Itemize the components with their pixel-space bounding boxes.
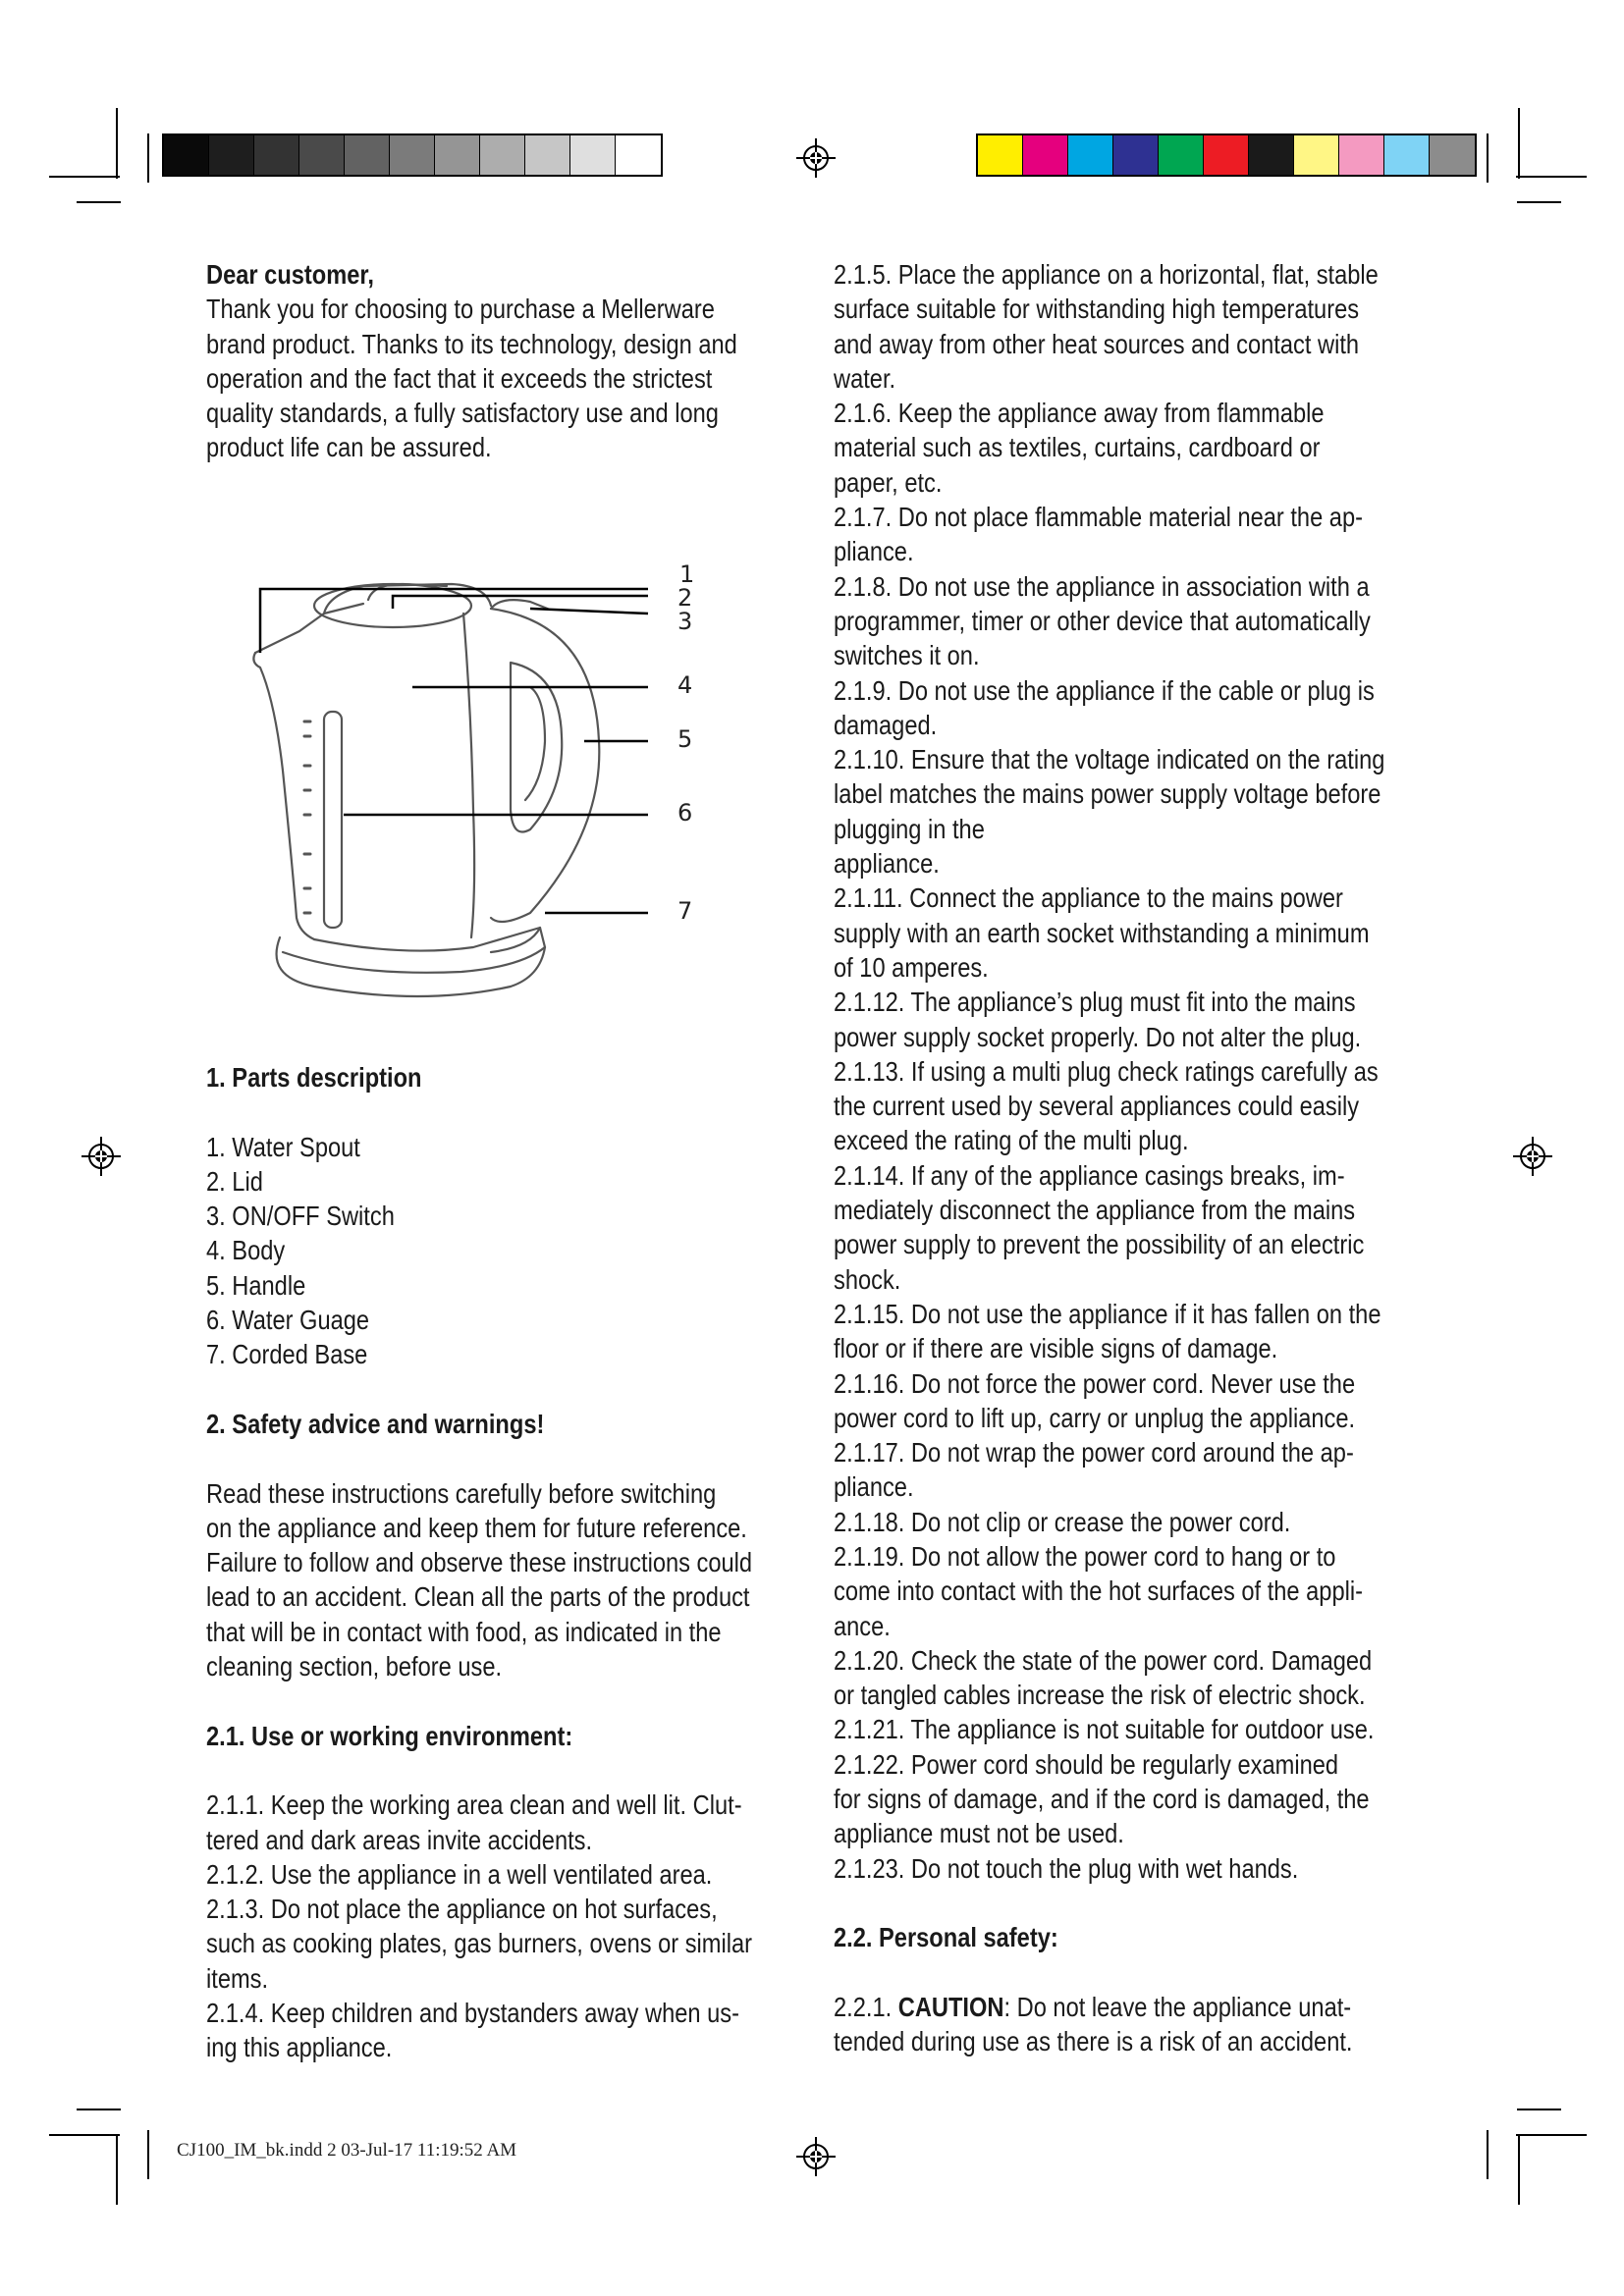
environment-heading: 2.1. Use or working environment:: [206, 1720, 573, 1751]
text-line: surface suitable for withstanding high temperatures: [834, 294, 1360, 325]
color-swatch: [570, 135, 616, 175]
text-line: tered and dark areas invite accidents.: [206, 1824, 593, 1855]
registration-mark-icon: [1513, 1137, 1552, 1176]
text-line: on the appliance and keep them for future reference.: [206, 1512, 747, 1543]
crop-mark-icon: [1516, 176, 1587, 178]
text-line: water.: [834, 362, 896, 394]
caution-line: [834, 1990, 1450, 2024]
text-line: 2.1.10. Ensure that the voltage indicated on the rating: [834, 744, 1385, 775]
text-line: of 10 amperes.: [834, 951, 989, 983]
text-line: 2.1.2. Use the appliance in a well ventilated area.: [206, 1858, 713, 1890]
text-line: appliance.: [834, 848, 940, 880]
text-line: Read these instructions carefully before switching: [206, 1477, 717, 1509]
text-line: plugging in the: [834, 813, 985, 844]
text-line: 2.1.19. Do not allow the power cord to hang or to: [834, 1540, 1336, 1572]
text-line: 2.1.18. Do not clip or crease the power cord.: [834, 1506, 1291, 1537]
color-swatch: [978, 135, 1023, 175]
crop-mark-icon: [49, 2134, 120, 2136]
callout-number: 5: [677, 725, 693, 753]
text-line: ing this appliance.: [206, 2032, 393, 2063]
text-line: Failure to follow and observe these instructions could: [206, 1547, 753, 1578]
text-line: 2.1.7. Do not place flammable material near the ap-: [834, 502, 1363, 533]
text-line: cleaning section, before use.: [206, 1651, 503, 1682]
text-line: 2.1.11. Connect the appliance to the mains power: [834, 882, 1343, 914]
text-line: programmer, timer or other device that automatically: [834, 605, 1371, 636]
text-line: that will be in contact with food, as indicated in the: [206, 1616, 722, 1647]
color-swatch: [390, 135, 435, 175]
callout-number: 4: [677, 671, 693, 699]
text-line: ance.: [834, 1610, 891, 1641]
crop-mark-icon: [77, 201, 121, 203]
callout-number: 2: [677, 584, 693, 612]
color-swatch: [1023, 135, 1068, 175]
text-line: or tangled cables increase the risk of electric shock.: [834, 1680, 1366, 1711]
personal-safety-heading: 2.2. Personal safety:: [834, 1922, 1058, 1953]
safety-paragraph: [206, 1476, 793, 1684]
text-line: 2.1.20. Check the state of the power cord. Damaged: [834, 1644, 1373, 1676]
color-swatch: [1294, 135, 1339, 175]
intro-paragraph: [206, 292, 793, 464]
text-line: operation and the fact that it exceeds the strictest: [206, 362, 713, 394]
left-column-lower: [206, 1060, 793, 2065]
text-line: 2.1.17. Do not wrap the power cord around the ap-: [834, 1437, 1354, 1468]
text-line: 2.1.12. The appliance’s plug must fit into the mains: [834, 987, 1356, 1018]
list-item: 1. Water Spout: [206, 1131, 360, 1162]
color-swatch: [209, 135, 254, 175]
text-line: 2.1.23. Do not touch the plug with wet hands.: [834, 1852, 1299, 1884]
text-line: paper, etc.: [834, 466, 943, 498]
crop-mark-icon: [1487, 2130, 1489, 2179]
print-slug: [177, 2140, 516, 2162]
color-swatch: [525, 135, 570, 175]
text-line: Thank you for choosing to purchase a Mellerware: [206, 294, 715, 325]
text-line: 2.1.9. Do not use the appliance if the cable or plug is: [834, 674, 1375, 706]
color-swatch: [1249, 135, 1294, 175]
crop-mark-icon: [147, 133, 149, 183]
text-line: items.: [206, 1962, 269, 1994]
color-swatch: [1339, 135, 1384, 175]
kettle-water-gauge: [324, 712, 342, 928]
text-line: mediately disconnect the appliance from the mains: [834, 1195, 1356, 1226]
text-line: 2.1.1. Keep the working area clean and well lit. Clut-: [206, 1789, 742, 1821]
text-line: 2.1.16. Do not force the power cord. Never use the: [834, 1367, 1356, 1399]
color-swatch: [616, 135, 661, 175]
text-line: shock.: [834, 1263, 901, 1295]
crop-mark-icon: [49, 176, 120, 178]
right-column: [834, 257, 1450, 2058]
color-swatch: [1068, 135, 1113, 175]
registration-mark-icon: [81, 1137, 121, 1176]
left-column: [206, 257, 793, 465]
crop-mark-icon: [116, 108, 118, 179]
greeting: Dear customer,: [206, 259, 374, 290]
color-swatch: [1430, 135, 1475, 175]
caution-prefix: 2.2.1.: [834, 1991, 898, 2022]
text-line: power supply to prevent the possibility of an electric: [834, 1229, 1365, 1260]
text-line: 2.1.14. If any of the appliance casings breaks, im-: [834, 1159, 1345, 1191]
callout-number: 3: [677, 608, 693, 635]
list-item: 7. Corded Base: [206, 1339, 368, 1370]
color-swatch: [1113, 135, 1159, 175]
registration-mark-icon: [796, 2137, 836, 2176]
text-line: material such as textiles, curtains, cardboard or: [834, 432, 1321, 463]
kettle-diagram: [206, 515, 717, 1011]
parts-list: [206, 1130, 793, 1372]
list-item: 6. Water Guage: [206, 1305, 370, 1336]
color-bar: [976, 133, 1477, 177]
callout-number: 1: [679, 561, 695, 588]
color-swatch: [480, 135, 525, 175]
color-swatch: [254, 135, 299, 175]
text-line: 2.1.6. Keep the appliance away from flammable: [834, 398, 1325, 429]
environment-right-paragraph: [834, 257, 1450, 1886]
text-line: pliance.: [834, 1471, 914, 1503]
color-swatch: [299, 135, 345, 175]
text-line: damaged.: [834, 709, 938, 740]
text-line: exceed the rating of the multi plug.: [834, 1125, 1189, 1156]
color-swatch: [1384, 135, 1430, 175]
crop-mark-icon: [1517, 201, 1561, 203]
slug-filename: CJ100_IM_bk.indd 2: [177, 2140, 337, 2161]
text-line: 2.1.5. Place the appliance on a horizontal, flat, stable: [834, 259, 1379, 290]
crop-mark-icon: [1487, 133, 1489, 183]
text-line: come into contact with the hot surfaces of the appli-: [834, 1575, 1363, 1607]
callout-number: 7: [677, 897, 693, 925]
crop-mark-icon: [1516, 2134, 1587, 2136]
text-line: 2.1.13. If using a multi plug check ratings carefully as: [834, 1055, 1379, 1087]
crop-mark-icon: [1518, 108, 1520, 179]
text-line: floor or if there are visible signs of damage.: [834, 1333, 1278, 1364]
text-line: 2.1.8. Do not use the appliance in association with a: [834, 570, 1370, 602]
text-line: brand product. Thanks to its technology, design and: [206, 328, 737, 359]
color-swatch: [1159, 135, 1204, 175]
kettle-spout: [255, 604, 363, 653]
text-line: and away from other heat sources and contact with: [834, 328, 1360, 359]
color-swatch: [345, 135, 390, 175]
color-swatch: [435, 135, 480, 175]
text-line: product life can be assured.: [206, 432, 492, 463]
crop-mark-icon: [77, 2109, 121, 2110]
callout-number: 6: [677, 799, 693, 827]
list-item: 2. Lid: [206, 1165, 263, 1197]
gray-color-bar: [162, 133, 663, 177]
callout-line-3: [530, 609, 648, 614]
text-line: pliance.: [834, 536, 914, 567]
safety-heading: 2. Safety advice and warnings!: [206, 1408, 545, 1439]
text-line: power supply socket properly. Do not alter the plug.: [834, 1021, 1362, 1052]
text-line: lead to an accident. Clean all the parts of the product: [206, 1581, 750, 1613]
caution-text: : Do not leave the appliance unat-: [1003, 1991, 1352, 2022]
text-line: 2.1.3. Do not place the appliance on hot surfaces,: [206, 1894, 718, 1925]
registration-mark-icon: [796, 138, 836, 178]
text-line: such as cooking plates, gas burners, ovens or similar: [206, 1928, 753, 1959]
text-line: 2.1.15. Do not use the appliance if it has fallen on the: [834, 1298, 1381, 1329]
kettle-handle: [491, 609, 599, 922]
text-line: tended during use as there is a risk of an accident.: [834, 2026, 1353, 2057]
crop-mark-icon: [1517, 2109, 1561, 2110]
text-line: quality standards, a fully satisfactory use and long: [206, 398, 719, 429]
slug-date: 03-Jul-17 11:19:52 AM: [341, 2140, 517, 2161]
environment-left-paragraph: [206, 1788, 793, 2064]
text-line: 2.1.21. The appliance is not suitable for outdoor use.: [834, 1714, 1375, 1745]
text-line: label matches the mains power supply voltage before: [834, 778, 1381, 810]
color-swatch: [164, 135, 209, 175]
text-line: power cord to lift up, carry or unplug the appliance.: [834, 1402, 1356, 1433]
crop-mark-icon: [1518, 2134, 1520, 2205]
text-line: supply with an earth socket withstanding a minimum: [834, 917, 1370, 948]
color-swatch: [1204, 135, 1249, 175]
crop-mark-icon: [147, 2130, 149, 2179]
text-line: 2.1.22. Power cord should be regularly examined: [834, 1748, 1339, 1780]
text-line: appliance must not be used.: [834, 1818, 1124, 1849]
list-item: 4. Body: [206, 1235, 286, 1266]
caution-label: CAUTION: [897, 1991, 1004, 2022]
callout-line-2: [393, 596, 648, 609]
parts-heading: 1. Parts description: [206, 1062, 422, 1093]
list-item: 3. ON/OFF Switch: [206, 1201, 395, 1232]
list-item: 5. Handle: [206, 1269, 306, 1301]
text-line: 2.1.4. Keep children and bystanders away when us-: [206, 1998, 739, 2029]
text-line: switches it on.: [834, 640, 980, 671]
text-line: for signs of damage, and if the cord is damaged, the: [834, 1784, 1370, 1815]
text-line: the current used by several appliances could easily: [834, 1091, 1360, 1122]
crop-mark-icon: [116, 2134, 118, 2205]
